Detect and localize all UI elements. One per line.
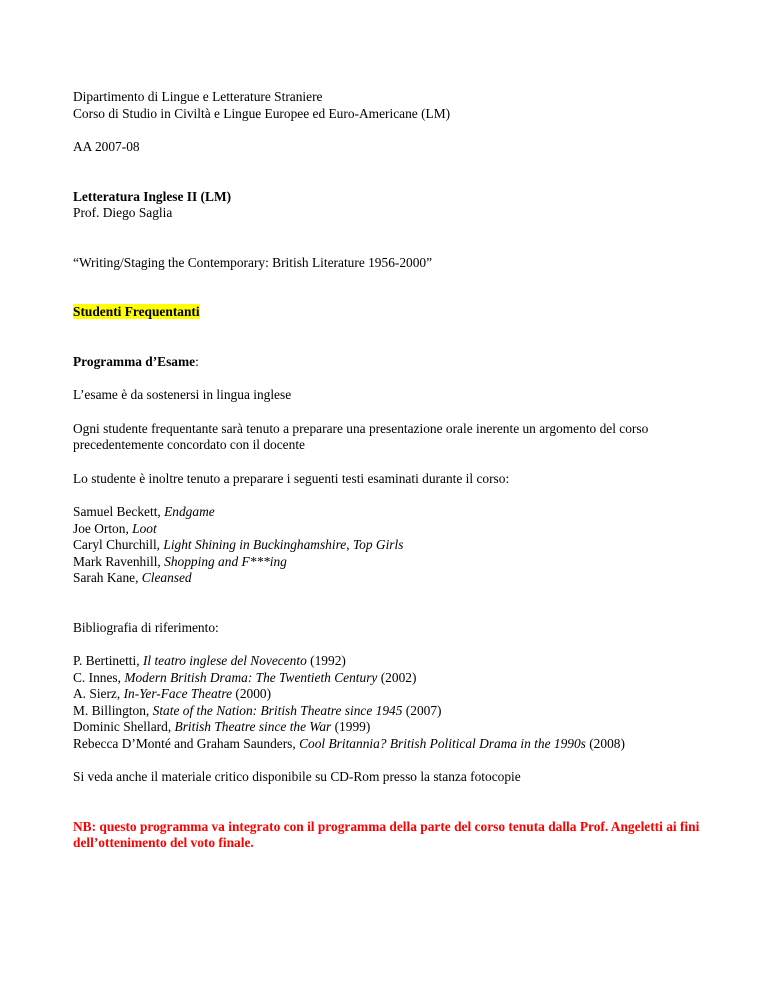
professor-name: Prof. Diego Saglia [73,205,173,220]
section-label: Studenti Frequentanti [73,304,200,319]
exam-heading: Programma d’Esame [73,353,196,369]
final-note: NB: questo programma va integrato con il programma della parte del corso tenuta dalla Prof. Angeletti ai fini dell’ottenimento del voto finale. [73,818,700,850]
text-item: Caryl Churchill, Light Shining in Buckinghamshire, Top Girls [73,537,404,552]
bibliography-item: Dominic Shellard, British Theatre since the War (1999) [73,719,371,734]
bibliography-item: C. Innes, Modern British Drama: The Twentieth Century (2002) [73,669,417,685]
language-note: L’esame è da sostenersi in lingua inglese [73,387,292,402]
department-line: Dipartimento di Lingue e Letterature Straniere [73,89,323,104]
materials-note: Si veda anche il materiale critico disponibile su CD-Rom presso la stanza fotocopie [73,769,521,784]
work-title: Loot [132,520,157,536]
text-item: Samuel Beckett, Endgame [73,504,215,519]
work-title: Endgame [164,504,215,519]
academic-year: AA 2007-08 [73,139,140,154]
text-item: Sarah Kane, Cleansed [73,570,192,585]
exam-heading-line [73,354,733,371]
texts-intro: Lo studente è inoltre tenuto a preparare i seguenti testi esaminati durante il corso: [73,470,510,486]
course-name: Letteratura Inglese II (LM) [73,188,232,204]
bibliography-item: A. Sierz, In-Yer-Face Theatre (2000) [73,686,272,701]
work-title: Shopping and F***ing [164,553,287,569]
bibliography-item: P. Bertinetti, Il teatro inglese del Novecento (1992) [73,653,346,668]
bibliography-item: Rebecca D’Monté and Graham Saunders, Cool Britannia? British Political Drama in the 1990s (2008) [73,735,625,751]
exam-heading-colon: : [195,353,199,369]
bibliography-list [73,653,733,752]
course-of-study-line: Corso di Studio in Civiltà e Lingue Europee ed Euro-Americane (LM) [73,105,451,121]
work-title: Light Shining in Buckinghamshire [163,537,347,552]
work-title: Top Girls [352,537,404,552]
course-title: “Writing/Staging the Contemporary: British Literature 1956-2000” [73,254,433,270]
bibliography-item: M. Billington, State of the Nation: British Theatre since 1945 (2007) [73,702,442,718]
text-item: Joe Orton, Loot [73,520,157,536]
section-label-line [73,304,733,321]
document-page [73,89,733,852]
text-item: Mark Ravenhill, Shopping and F***ing [73,553,287,569]
work-title: Cleansed [141,570,192,585]
bibliography-heading: Bibliografia di riferimento: [73,619,219,635]
texts-list [73,504,733,587]
presentation-note: Ogni studente frequentante sarà tenuto a preparare una presentazione orale inerente un argomento del corso precedentemente concordato con il docente [73,420,649,452]
